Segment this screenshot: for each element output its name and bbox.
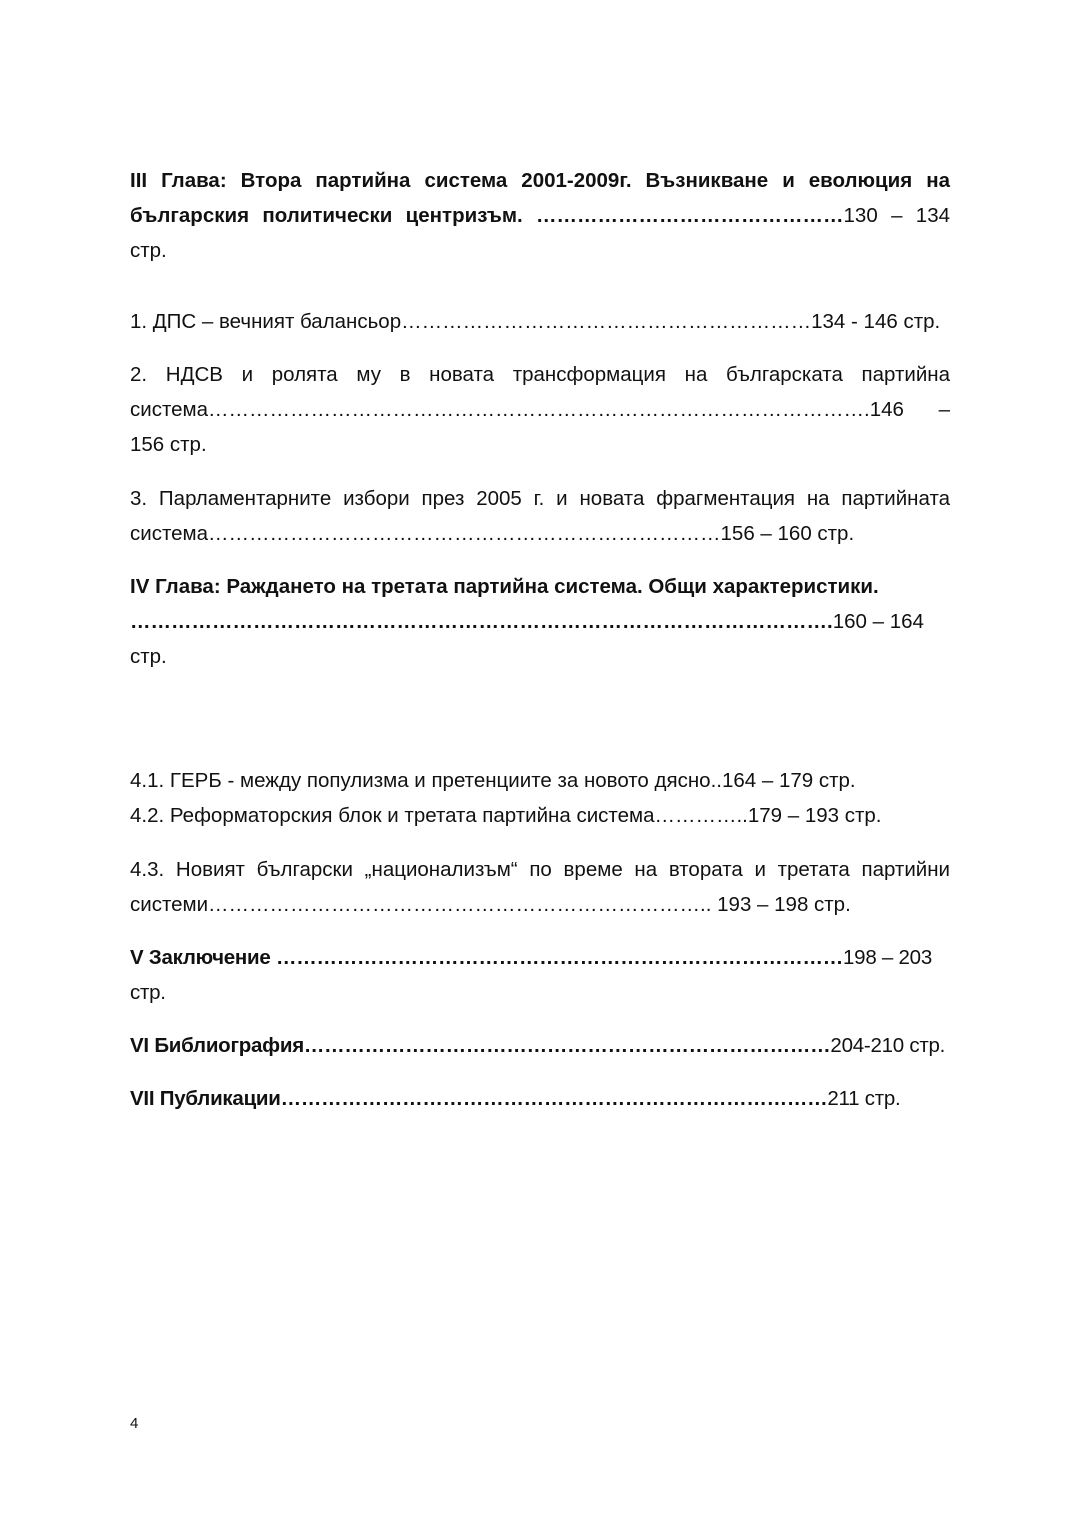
- table-of-contents: [130, 163, 950, 1116]
- toc-entry-title: 1. ДПС – вечният балансьор……………………………………………………: [130, 310, 812, 333]
- toc-entry-section-4-2: [130, 798, 950, 833]
- toc-entry-pages: 160 – 164 стр.: [130, 610, 924, 668]
- toc-entry-pages: 179 – 193 стр.: [747, 804, 882, 827]
- toc-entry-pages: 204-210 стр.: [830, 1034, 946, 1057]
- toc-entry-publications: [130, 1081, 950, 1116]
- toc-entry-pages: 156 – 160 стр.: [720, 522, 855, 545]
- toc-entry-title: IV Глава: Раждането на третата партийна система. Общи характеристики. ………………………………………………………………………………………….: [130, 575, 879, 633]
- toc-entry-pages: 130 – 134 стр.: [130, 204, 950, 262]
- toc-entry-pages: 211 стр.: [827, 1087, 901, 1110]
- toc-entry-section-1: [130, 304, 950, 339]
- toc-entry-chapter-3: [130, 163, 950, 268]
- toc-entry-title: 2. НДСВ и ролята му в новата трансформация на българската партийна система……………………………………………………………………………………: [130, 363, 950, 421]
- toc-entry-section-4-3: [130, 852, 950, 922]
- toc-entry-pages: 193 – 198 стр.: [711, 893, 851, 916]
- toc-entry-title: 3. Парламентарните избори през 2005 г. и новата фрагментация на партийната система…………………………………………………………………: [130, 487, 950, 545]
- toc-entry-title: 4.2. Реформаторския блок и третата партийна система…………..: [130, 804, 748, 827]
- toc-entry-section-2: [130, 357, 950, 462]
- toc-entry-chapter-4: [130, 569, 950, 674]
- toc-entry-section-3: [130, 481, 950, 551]
- toc-entry-pages: 198 – 203 стр.: [130, 946, 932, 1004]
- toc-entry-title: VI Библиография……………………………………………………………………: [130, 1034, 831, 1057]
- toc-entry-title: VII Публикации………………………………………………………………………: [130, 1087, 828, 1110]
- toc-entry-bibliography: [130, 1028, 950, 1063]
- toc-entry-section-4-1: [130, 763, 950, 798]
- toc-entry-title: 4.3. Новият български „национализъм“ по време на втората и третата партийни системи………………………………………………………………..: [130, 858, 950, 916]
- toc-entry-title: V Заключение …………………………………………………………………………: [130, 946, 844, 969]
- toc-entry-pages: 164 – 179 стр.: [721, 769, 856, 792]
- toc-entry-title: III Глава: Втора партийна система 2001-2009г. Възникване и еволюция на българския политически центризъм. ………………………………………: [130, 169, 950, 227]
- toc-entry-pages: .146 – 156 стр.: [130, 398, 950, 456]
- page-number: 4: [130, 1415, 139, 1432]
- toc-entry-pages: 134 - 146 стр.: [811, 310, 941, 333]
- toc-entry-title: 4.1. ГЕРБ - между популизма и претенциите за новото дясно..: [130, 769, 722, 792]
- toc-entry-conclusion: [130, 940, 950, 1010]
